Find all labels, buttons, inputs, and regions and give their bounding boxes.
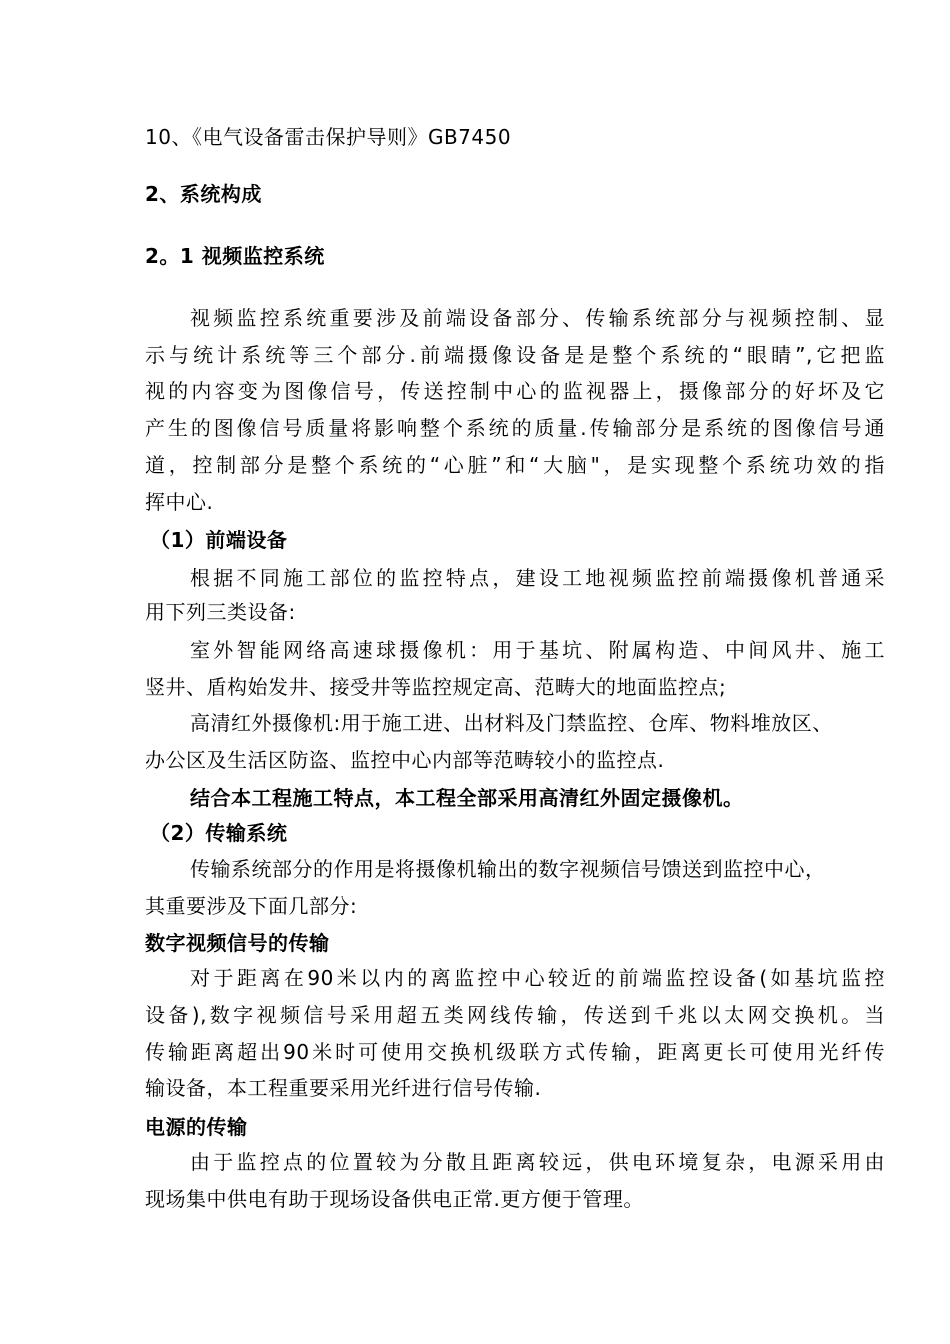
paragraph-line: 道，控制部分是整个系统的“心脏”和“大脑"，是实现整个系统功效的指 <box>145 453 885 477</box>
paragraph-line: 由于监控点的位置较为分散且距离较远，供电环境复杂，电源采用由 <box>190 1150 885 1174</box>
paragraph-line: 竖井、盾构始发井、接受井等监控规定高、范畴大的地面监控点; <box>145 675 727 699</box>
subheading-digital-video-transmission: 数字视频信号的传输 <box>145 931 330 955</box>
paragraph-line: 产生的图像信号质量将影响整个系统的质量.传输部分是系统的图像信号通 <box>145 416 885 440</box>
subsection-transmission-system: （2）传输系统 <box>150 821 288 845</box>
paragraph-line: 示与统计系统等三个部分.前端摄像设备是是整个系统的“眼睛”,它把监 <box>145 343 885 367</box>
subheading-power-transmission: 电源的传输 <box>145 1115 248 1139</box>
paragraph-line: 现场集中供电有助于现场设备供电正常.更方便于管理。 <box>145 1187 644 1211</box>
paragraph-line: 传输系统部分的作用是将摄像机输出的数字视频信号馈送到监控中心， <box>190 857 826 881</box>
paragraph-line: 视频监控系统重要涉及前端设备部分、传输系统部分与视频控制、显 <box>190 306 885 330</box>
section-heading-2: 2、系统构成 <box>145 182 262 206</box>
subsection-front-end-equipment: （1）前端设备 <box>150 528 288 552</box>
paragraph-line: 挥中心. <box>145 490 214 514</box>
paragraph-line: 室外智能网络高速球摄像机：用于基坑、附属构造、中间风井、施工 <box>190 638 885 662</box>
highlight-statement: 结合本工程施工特点，本工程全部采用高清红外固定摄像机。 <box>190 786 744 810</box>
reference-item-10: 10、《电气设备雷击保护导则》GB7450 <box>145 125 512 149</box>
paragraph-line: 传输距离超出90米时可使用交换机级联方式传输，距离更长可使用光纤传 <box>145 1040 885 1064</box>
paragraph-line: 视的内容变为图像信号，传送控制中心的监视器上，摄像部分的好坏及它 <box>145 379 885 403</box>
paragraph-line: 设备),数字视频信号采用超五类网线传输，传送到千兆以太网交换机。当 <box>145 1003 885 1027</box>
paragraph-line: 输设备，本工程重要采用光纤进行信号传输. <box>145 1076 542 1100</box>
paragraph-line: 其重要涉及下面几部分: <box>145 894 358 918</box>
paragraph-line: 办公区及生活区防盗、监控中心内部等范畴较小的监控点. <box>145 748 665 772</box>
paragraph-line: 用下列三类设备: <box>145 600 296 624</box>
paragraph-line: 根据不同施工部位的监控特点，建设工地视频监控前端摄像机普通采 <box>190 566 885 590</box>
section-heading-2-1: 2。1 视频监控系统 <box>145 244 325 268</box>
paragraph-line: 对于距离在90米以内的离监控中心较近的前端监控设备(如基坑监控 <box>190 966 885 990</box>
paragraph-line: 高清红外摄像机:用于施工进、出材料及门禁监控、仓库、物料堆放区、 <box>190 711 833 735</box>
